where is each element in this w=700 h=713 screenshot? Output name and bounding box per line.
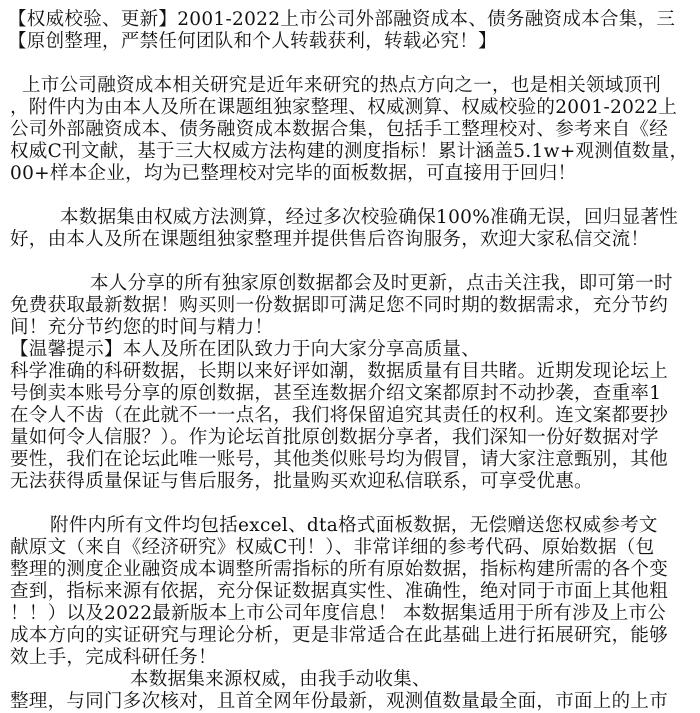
paragraph-line: 查到，指标来源有依据，充分保证数据真实性、准确性，绝对同于市面上其他粗 bbox=[10, 581, 669, 602]
blank-line bbox=[0, 53, 700, 75]
paragraph-line: 好，由本人及所在课题组独家整理并提供售后咨询服务，欢迎大家私信交流！ bbox=[10, 229, 650, 250]
paragraph-line: 献原文（来自《经济研究》权威C刊！）、非常详细的参考代码、原始数据（包 bbox=[10, 537, 655, 558]
paragraph-line: 00+样本企业，均为已整理校对完毕的面板数据，可直接用于回归！ bbox=[10, 163, 577, 184]
paragraph-line: 量如何令人信服？）。作为论坛首批原创数据分享者，我们深知一份好数据对学 bbox=[10, 427, 659, 448]
paragraph-line: 整理，与同门多次核对，且首全网年份最新，观测值数量最全面，市面上的上市 bbox=[10, 691, 669, 712]
paragraph-line: 无法获得质量保证与售后服务，批量购买欢迎私信联系，可享受优惠。 bbox=[10, 471, 593, 492]
paragraph-line: 成本方向的实证研究与理论分析，更是非常适合在此基础上进行拓展研究，能够 bbox=[10, 625, 669, 646]
document-body bbox=[0, 9, 700, 713]
paragraph-line: 本数据集由权威方法测算，经过多次校验确保100%准确无误，回归显著性 bbox=[60, 207, 679, 228]
blank-line bbox=[0, 185, 700, 207]
paragraph-line: ，附件内为由本人及所在课题组独家整理、权威测算、权威校验的2001-2022上 bbox=[10, 97, 678, 118]
blank-line bbox=[0, 251, 700, 273]
notice-heading-line: 【温馨提示】本人及所在团队致力于向大家分享高质量、 bbox=[10, 339, 481, 360]
paragraph-line: 上市公司融资成本相关研究是近年来研究的热点方向之一，也是相关领域顶刊 bbox=[22, 75, 662, 96]
paragraph-line: 号倒卖本账号分享的原创数据，甚至连数据介绍文案都原封不动抄袭，查重率1 bbox=[10, 383, 662, 404]
paragraph-line: 权威C刊文献，基于三大权威方法构建的测度指标！累计涵盖5.1w+观测值数量， bbox=[10, 141, 689, 162]
paragraph-line: 附件内所有文件均包括excel、dta格式面板数据，无偿赠送您权威参考文 bbox=[50, 515, 658, 536]
paragraph-line: 科学准确的科研数据，长期以来好评如潮，数据质量有目共睹。近期发现论坛上 bbox=[10, 361, 669, 382]
paragraph-line: 公司外部融资成本、债务融资成本数据合集，包括手工整理校对、参考来自《经 bbox=[10, 119, 669, 140]
blank-line bbox=[0, 493, 700, 515]
paragraph-line: 间！充分节约您的时间与精力！ bbox=[10, 317, 274, 338]
paragraph-line: 免费获取最新数据！购买则一份数据即可满足您不同时期的数据需求，充分节约 bbox=[10, 295, 669, 316]
paragraph-line: 本人分享的所有独家原创数据都会及时更新，点击关注我，即可第一时 bbox=[90, 273, 673, 294]
paragraph-line: 整理的测度企业融资成本调整所需指标的所有原始数据，指标构建所需的各个变 bbox=[10, 559, 669, 580]
paragraph-line: 要性，我们在论坛此唯一账号，其他类似账号均为假冒，请大家注意甄别，其他 bbox=[10, 449, 669, 470]
title-line: 【原创整理，严禁任何团队和个人转载获利，转载必究！】 bbox=[8, 31, 497, 52]
paragraph-line: 本数据集来源权威，由我手动收集、 bbox=[130, 669, 431, 690]
paragraph-line: 在令人不齿（在此就不一一点名，我们将保留追究其责任的权利。连文案都要抄 bbox=[10, 405, 669, 426]
paragraph-line: 效上手，完成科研任务！ bbox=[10, 647, 217, 668]
paragraph-line: ！！）以及2022最新版本上市公司年度信息！ 本数据集适用于所有涉及上市公 bbox=[10, 603, 667, 624]
title-line: 【权威校验、更新】2001-2022上市公司外部融资成本、债务融资成本合集，三 bbox=[8, 9, 676, 30]
